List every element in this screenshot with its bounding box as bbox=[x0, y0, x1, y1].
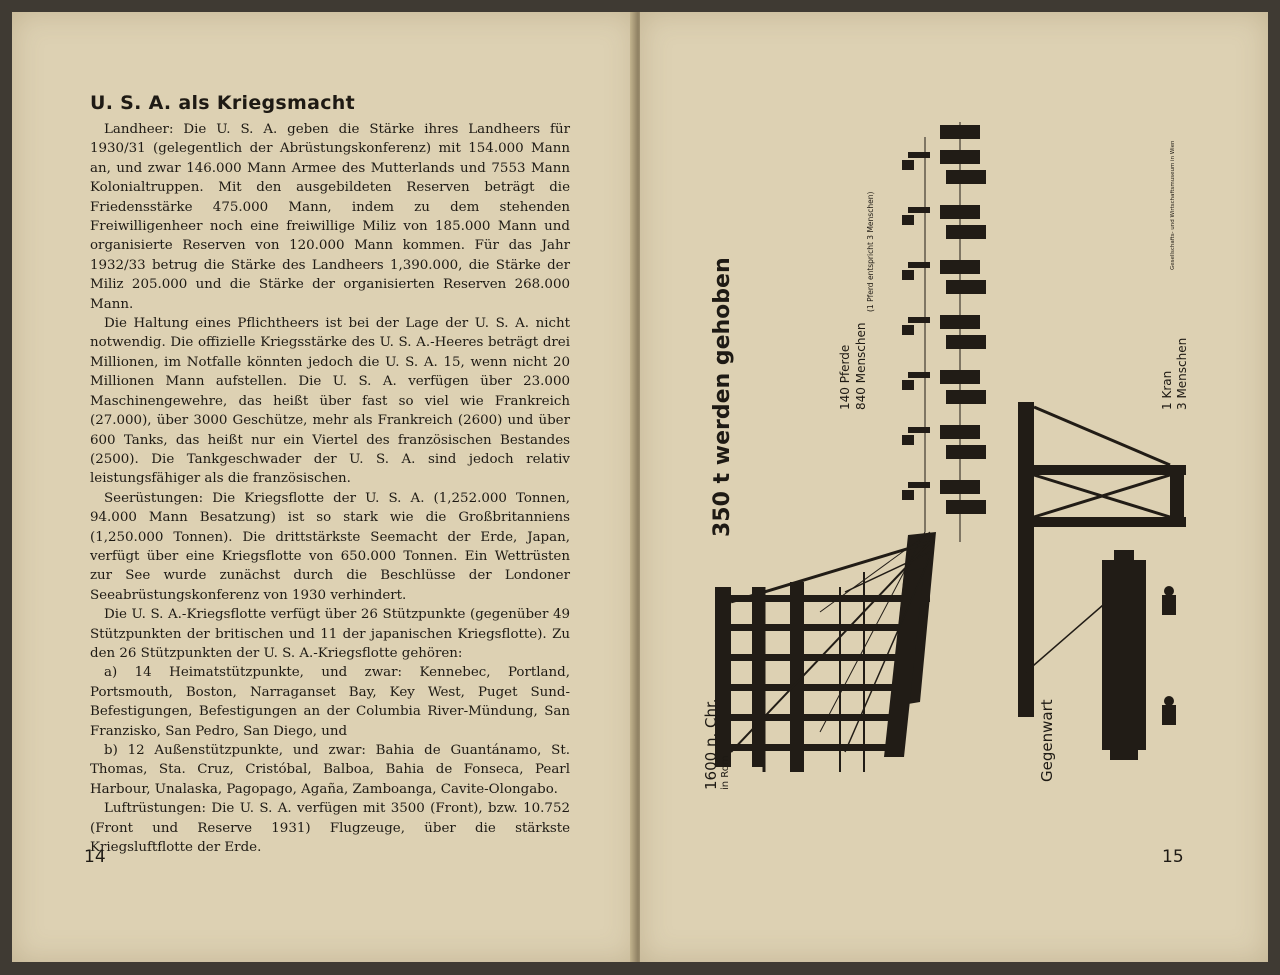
left-page bbox=[12, 12, 636, 962]
body-text bbox=[90, 120, 570, 857]
paragraph-pflichtheer: Die Haltung eines Pflichtheers ist bei der Lage der U. S. A. nicht notwendig. Die offizielle Kriegsstärke des U. S. A.-Heeres beträgt drei Millionen, im Notfalle könnten jedoch die U. S. A. 15, wenn nicht 20 Millionen Mann aufstellen. Die U. S. A. verfügen über 23.000 Maschinengewehre, das heißt über fast so viel wie Frankreich (27.000), über 3000 Geschütze, mehr als Frankreich (2600) und über 600 Tanks, das heißt nur ein Viertel des französischen Bestandes (2500). Die Tankgeschwader der U. S. A. sind jedoch relativ leistungsfähiger als die französischen. bbox=[90, 316, 570, 487]
label-rom: in Rom bbox=[720, 755, 731, 790]
label-gegenwart: Gegenwart bbox=[1038, 699, 1056, 782]
paragraph-aussenstuetzpunkte: b) 12 Außenstützpunkte, und zwar: Bahia de Guantánamo, St. Thomas, Sta. Cruz, Cristóbal, Balboa, Bahia de Fonseca, Pearl Harbour, Unalaska, Pagopago, Agaña, Zamboanga, Cavite-Olongabo. bbox=[90, 743, 570, 797]
right-page bbox=[640, 12, 1268, 962]
horses-and-men-drawing bbox=[902, 122, 986, 542]
page-number-right: 15 bbox=[1162, 847, 1184, 867]
paragraph-stuetzpunkte: Die U. S. A.-Kriegsflotte verfügt über 26 Stützpunkte (gegenüber 49 Stützpunkten der britischen und 11 der japanischen Kriegsflotte). Zu den 26 Stützpunkten der U. S. A.-Kriegsflotte gehören: bbox=[90, 607, 570, 661]
lifted-column-drawing bbox=[1102, 550, 1146, 760]
paragraph-landheer: Landheer: Die U. S. A. geben die Stärke ihres Landheers für 1930/31 (gelegentlich der Abrüstungskonferenz) mit 154.000 Mann an, und zwar 146.000 Mann Armee des Mutterlands und 7553 Mann Kolonialtruppen. Mit den ausgebildeten Reserven beträgt die Friedensstärke 475.000 Mann, indem zu dem stehenden Freiwilligenheer noch eine freiwillige Miliz von 185.000 Mann und organisierte Reserven von 120.000 Mann kommen. Für das Jahr 1932/33 betrug die Stärke des Landheers 1,390.000, die Stärke der Miliz 205.000 und die Stärke der organisierten Reserven 268.000 Mann. bbox=[90, 122, 570, 312]
label-menschen-3: 3 Menschen bbox=[1175, 337, 1189, 410]
three-men-drawing bbox=[1162, 586, 1176, 725]
label-menschen-840: 840 Menschen bbox=[854, 322, 868, 410]
label-pferde: 140 Pferde bbox=[838, 344, 852, 410]
label-pferd-note: (1 Pferd entspricht 3 Menschen) bbox=[866, 191, 875, 312]
paragraph-heimatstuetzpunkte: a) 14 Heimatstützpunkte, und zwar: Kennebec, Portland, Portsmouth, Boston, Narraganset Bay, Key West, Puget Sund-Befestigungen, Befestigungen an der Columbia River-Mündung, San Franzisko, San Pedro, San Diego, und bbox=[90, 665, 570, 739]
section-heading: U. S. A. als Kriegsmacht bbox=[90, 92, 356, 114]
label-kran: 1 Kran bbox=[1160, 370, 1174, 410]
infographic-title: 350 t werden gehoben bbox=[710, 257, 735, 537]
paragraph-luftruestungen: Luftrüstungen: Die U. S. A. verfügen mit 3500 (Front), bzw. 10.752 (Front und Reserve 1931) Flugzeuge, über die stärkste Kriegsluftflotte der Erde. bbox=[90, 801, 570, 856]
obelisk-scaffold-drawing bbox=[715, 532, 936, 772]
paragraph-seeruestungen: Seerüstungen: Die Kriegsflotte der U. S. A. (1,252.000 Tonnen, 94.000 Mann Besatzung) ist so stark wie die Großbritanniens (1,250.000 Tonnen). Die drittstärkste Seemacht der Erde, Japan, verfügt über eine Kriegsflotte von 650.000 Tonnen. Ein Wettrüsten zur See wurde zunächst durch die Beschlüsse der Londoner Seeabrüstungskonferenz von 1930 verhindert. bbox=[90, 490, 570, 603]
label-1600: 1600 n. Chr. bbox=[702, 698, 720, 790]
museum-credit: Gesellschafts- und Wirtschaftsmuseum in Wien bbox=[1170, 140, 1176, 270]
page-number-left: 14 bbox=[84, 847, 106, 867]
